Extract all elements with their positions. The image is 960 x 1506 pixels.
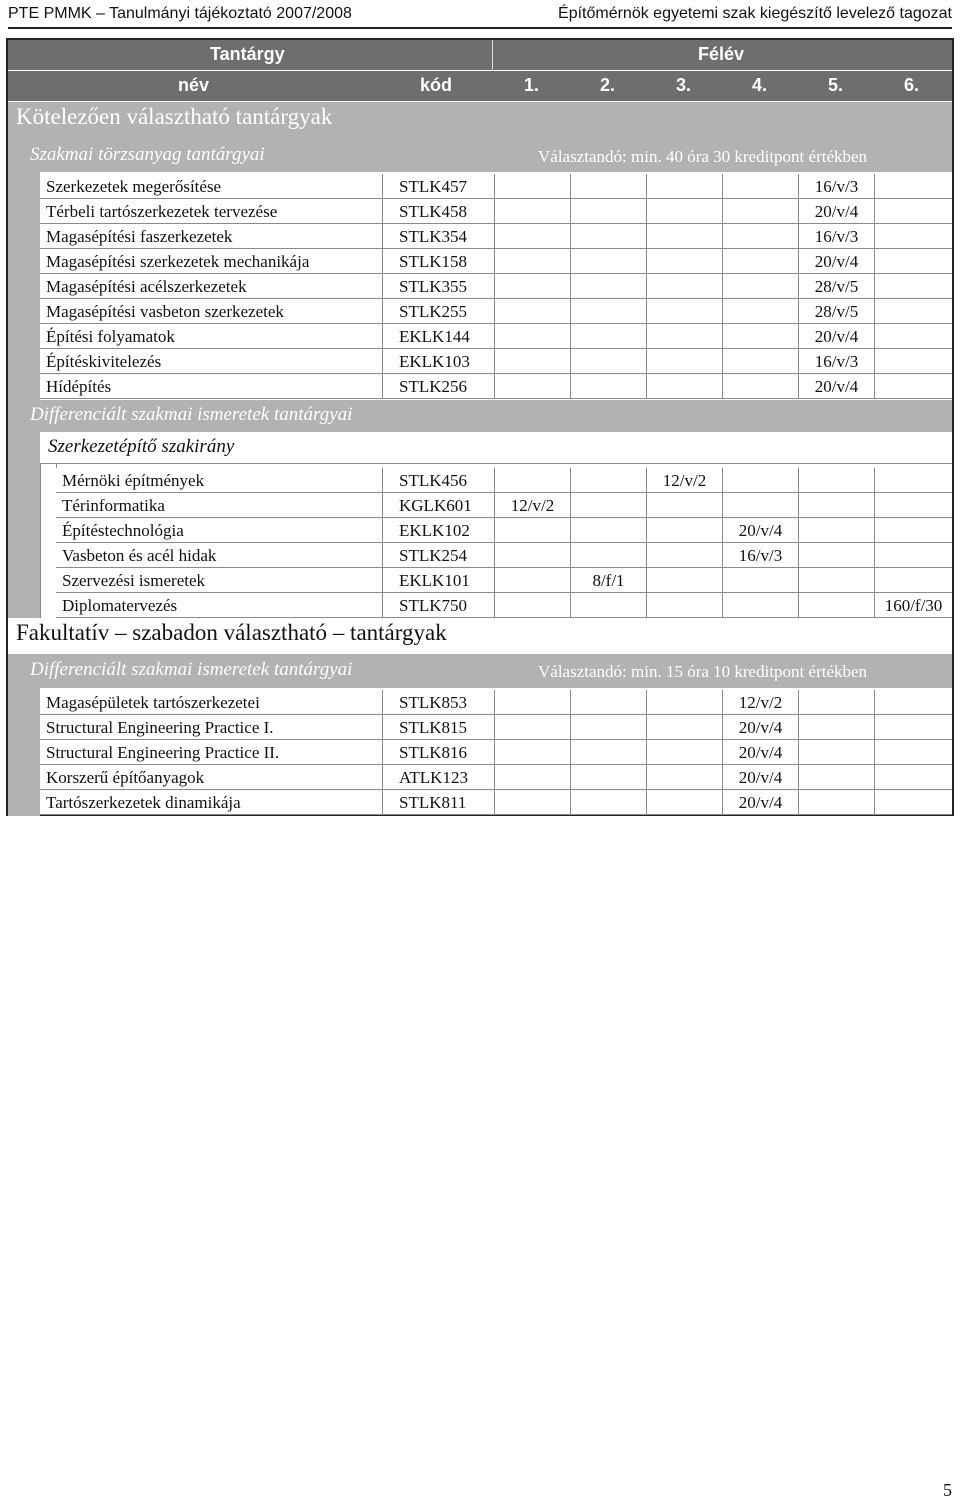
semester-cell-3 (646, 715, 722, 740)
subject-code: STLK456 (382, 468, 494, 493)
section2-inner-margin (24, 688, 40, 816)
section2-title: Fakultatív – szabadon választható – tantárgyak (16, 620, 447, 645)
semester-cell-5: 28/v/5 (798, 299, 874, 324)
semester-cell-3 (646, 299, 722, 324)
semester-cell-2 (570, 349, 646, 374)
header-right-text: Építőmérnök egyetemi szak kiegészítő levelező tagozat (558, 5, 952, 22)
table-row (40, 174, 952, 199)
group2-title: Differenciált szakmai ismeretek tantárgyai (30, 404, 353, 425)
subject-name: Magasépítési vasbeton szerkezetek (46, 302, 284, 321)
semester-cell-2 (570, 249, 646, 274)
semester-cell-2: 8/f/1 (570, 568, 646, 593)
semester-cell-6 (874, 765, 952, 790)
semester-cell-3: 12/v/2 (646, 468, 722, 493)
semester-cell-2 (570, 740, 646, 765)
subject-code: EKLK103 (382, 349, 494, 374)
semester-cell-6 (874, 199, 952, 224)
subject-code: STLK354 (382, 224, 494, 249)
semester-cell-5 (798, 765, 874, 790)
semester-cell-1 (494, 765, 570, 790)
semester-cell-5 (798, 715, 874, 740)
page-header (8, 3, 952, 29)
group2-left-margin (24, 432, 40, 618)
subject-name: Építési folyamatok (46, 327, 175, 346)
subject-name: Mérnöki építmények (62, 471, 205, 490)
table-row (40, 349, 952, 374)
subject-name: Építéskivitelezés (46, 352, 162, 371)
table-row (40, 199, 952, 224)
semester-cell-5 (798, 568, 874, 593)
semester-cell-6 (874, 518, 952, 543)
semester-cell-4: 20/v/4 (722, 790, 798, 815)
table-row (56, 543, 952, 568)
table-row (40, 374, 952, 399)
semester-cell-2 (570, 790, 646, 815)
semester-cell-1 (494, 249, 570, 274)
semester-cell-4 (722, 174, 798, 199)
semester-cell-2 (570, 765, 646, 790)
head-sem-4: 4. (752, 75, 768, 95)
head-sem-1: 1. (524, 75, 540, 95)
table-row (40, 690, 952, 715)
subject-code: STLK458 (382, 199, 494, 224)
semester-cell-6 (874, 274, 952, 299)
semester-cell-1: 12/v/2 (494, 493, 570, 518)
semester-cell-6 (874, 790, 952, 815)
subject-code: KGLK601 (382, 493, 494, 518)
subject-code: STLK355 (382, 274, 494, 299)
semester-cell-5: 28/v/5 (798, 274, 874, 299)
semester-cell-4 (722, 199, 798, 224)
semester-cell-1 (494, 690, 570, 715)
subject-name: Térinformatika (62, 496, 165, 515)
table-row (40, 249, 952, 274)
header-left-text: PTE PMMK – Tanulmányi tájékoztató 2007/2008 (8, 5, 352, 22)
semester-cell-2 (570, 324, 646, 349)
semester-cell-1 (494, 715, 570, 740)
semester-cell-3 (646, 249, 722, 274)
semester-cell-6 (874, 740, 952, 765)
semester-cell-1 (494, 790, 570, 815)
semester-cell-4 (722, 249, 798, 274)
group1-left-margin (24, 172, 40, 400)
semester-cell-6 (874, 224, 952, 249)
semester-cell-4 (722, 593, 798, 618)
semester-cell-6 (874, 299, 952, 324)
section1-left-margin (8, 140, 24, 618)
head-sem-6: 6. (904, 75, 920, 95)
semester-cell-3 (646, 740, 722, 765)
semester-cell-4 (722, 224, 798, 249)
subject-name: Szervezési ismeretek (62, 571, 206, 590)
semester-cell-2 (570, 199, 646, 224)
group1-note: Választandó: min. 40 óra 30 kreditpont értékben (538, 147, 868, 166)
page-number: 5 (943, 1480, 952, 1500)
semester-cell-3 (646, 174, 722, 199)
semester-cell-5: 20/v/4 (798, 324, 874, 349)
subject-code: EKLK102 (382, 518, 494, 543)
semester-cell-2 (570, 224, 646, 249)
semester-cell-2 (570, 690, 646, 715)
section2-group-title: Differenciált szakmai ismeretek tantárgyai (30, 659, 353, 680)
spec-indent-rule (40, 464, 41, 618)
section2-group-note: Választandó: min. 15 óra 10 kreditpont értékben (538, 662, 868, 681)
semester-cell-5: 16/v/3 (798, 174, 874, 199)
semester-cell-3 (646, 199, 722, 224)
section1-title: Kötelezően választható tantárgyak (16, 104, 333, 129)
table-row (56, 493, 952, 518)
semester-cell-3 (646, 224, 722, 249)
subject-name: Térbeli tartószerkezetek tervezése (46, 202, 278, 221)
table-row (40, 790, 952, 815)
semester-cell-5 (798, 468, 874, 493)
semester-cell-3 (646, 324, 722, 349)
semester-cell-1 (494, 468, 570, 493)
semester-cell-5: 20/v/4 (798, 249, 874, 274)
semester-cell-5: 16/v/3 (798, 224, 874, 249)
table-row (40, 765, 952, 790)
head-semester: Félév (698, 44, 745, 64)
semester-cell-3 (646, 765, 722, 790)
semester-cell-4: 20/v/4 (722, 715, 798, 740)
curriculum-table (6, 38, 954, 816)
spec-title: Szerkezetépítő szakirány (48, 436, 235, 457)
group1-title: Szakmai törzsanyag tantárgyai (30, 144, 265, 165)
semester-cell-4: 20/v/4 (722, 765, 798, 790)
subject-code: EKLK101 (382, 568, 494, 593)
subject-name: Építéstechnológia (62, 521, 184, 540)
head-sem-3: 3. (676, 75, 692, 95)
head-code: kód (420, 75, 453, 95)
semester-cell-1 (494, 174, 570, 199)
semester-cell-3 (646, 493, 722, 518)
semester-cell-3 (646, 690, 722, 715)
semester-cell-1 (494, 274, 570, 299)
table-head-row1 (8, 40, 952, 70)
semester-cell-6 (874, 374, 952, 399)
subject-name: Vasbeton és acél hidak (62, 546, 217, 565)
semester-cell-3 (646, 790, 722, 815)
table-head-row2 (8, 71, 952, 101)
semester-cell-1 (494, 349, 570, 374)
table-row (56, 593, 952, 618)
table-row (56, 468, 952, 493)
semester-cell-1 (494, 518, 570, 543)
semester-cell-1 (494, 543, 570, 568)
head-sem-5: 5. (828, 75, 844, 95)
table-row (40, 715, 952, 740)
semester-cell-4 (722, 374, 798, 399)
semester-cell-5 (798, 543, 874, 568)
semester-cell-6 (874, 174, 952, 199)
subject-code: ATLK123 (382, 765, 494, 790)
subject-name: Korszerű építőanyagok (46, 768, 205, 787)
semester-cell-3 (646, 518, 722, 543)
semester-cell-3 (646, 274, 722, 299)
semester-cell-6 (874, 690, 952, 715)
semester-cell-3 (646, 374, 722, 399)
semester-cell-6 (874, 493, 952, 518)
semester-cell-2 (570, 493, 646, 518)
semester-cell-6 (874, 349, 952, 374)
subject-name: Magasépítési faszerkezetek (46, 227, 233, 246)
semester-cell-3 (646, 543, 722, 568)
semester-cell-3 (646, 593, 722, 618)
table-row (40, 299, 952, 324)
semester-cell-6 (874, 249, 952, 274)
semester-cell-2 (570, 374, 646, 399)
subject-name: Szerkezetek megerősítése (46, 177, 222, 196)
subject-name: Magasépítési szerkezetek mechanikája (46, 252, 310, 271)
semester-cell-5: 16/v/3 (798, 349, 874, 374)
subject-code: STLK853 (382, 690, 494, 715)
semester-cell-4 (722, 299, 798, 324)
semester-cell-1 (494, 740, 570, 765)
semester-cell-2 (570, 174, 646, 199)
semester-cell-5 (798, 493, 874, 518)
semester-cell-1 (494, 199, 570, 224)
semester-cell-6: 160/f/30 (874, 593, 952, 618)
semester-cell-5 (798, 690, 874, 715)
semester-cell-6 (874, 324, 952, 349)
semester-cell-5 (798, 593, 874, 618)
semester-cell-2 (570, 299, 646, 324)
table-row (40, 740, 952, 765)
semester-cell-1 (494, 224, 570, 249)
semester-cell-4: 12/v/2 (722, 690, 798, 715)
table-row (40, 324, 952, 349)
subject-code: STLK256 (382, 374, 494, 399)
semester-cell-5 (798, 518, 874, 543)
semester-cell-5 (798, 740, 874, 765)
semester-cell-5 (798, 790, 874, 815)
semester-cell-1 (494, 374, 570, 399)
semester-cell-1 (494, 568, 570, 593)
section2-left-margin (8, 654, 24, 816)
head-sem-2: 2. (600, 75, 616, 95)
subject-name: Tartószerkezetek dinamikája (46, 793, 241, 812)
subject-name: Structural Engineering Practice II. (46, 743, 280, 762)
semester-cell-2 (570, 468, 646, 493)
semester-cell-2 (570, 274, 646, 299)
semester-cell-2 (570, 543, 646, 568)
table-row (56, 518, 952, 543)
semester-cell-1 (494, 299, 570, 324)
subject-code: STLK816 (382, 740, 494, 765)
semester-cell-3 (646, 349, 722, 374)
semester-cell-4: 20/v/4 (722, 518, 798, 543)
semester-cell-1 (494, 324, 570, 349)
subject-code: STLK811 (382, 790, 494, 815)
subject-code: STLK815 (382, 715, 494, 740)
semester-cell-6 (874, 715, 952, 740)
semester-cell-6 (874, 568, 952, 593)
subject-code: STLK750 (382, 593, 494, 618)
semester-cell-5: 20/v/4 (798, 199, 874, 224)
semester-cell-6 (874, 543, 952, 568)
table-row (56, 568, 952, 593)
semester-cell-4 (722, 493, 798, 518)
table-row (40, 274, 952, 299)
subject-name: Structural Engineering Practice I. (46, 718, 274, 737)
table-row (40, 224, 952, 249)
head-subject: Tantárgy (210, 44, 285, 64)
subject-name: Diplomatervezés (62, 596, 178, 615)
head-name: név (178, 75, 210, 95)
subject-code: STLK254 (382, 543, 494, 568)
semester-cell-2 (570, 593, 646, 618)
subject-code: STLK255 (382, 299, 494, 324)
semester-cell-4: 16/v/3 (722, 543, 798, 568)
semester-cell-4: 20/v/4 (722, 740, 798, 765)
subject-name: Magasépítési acélszerkezetek (46, 277, 247, 296)
semester-cell-4 (722, 324, 798, 349)
subject-code: STLK457 (382, 174, 494, 199)
semester-cell-2 (570, 715, 646, 740)
semester-cell-5: 20/v/4 (798, 374, 874, 399)
subject-code: STLK158 (382, 249, 494, 274)
semester-cell-1 (494, 593, 570, 618)
semester-cell-4 (722, 274, 798, 299)
semester-cell-4 (722, 468, 798, 493)
semester-cell-4 (722, 568, 798, 593)
subject-name: Magasépületek tartószerkezetei (46, 693, 260, 712)
semester-cell-3 (646, 568, 722, 593)
semester-cell-2 (570, 518, 646, 543)
semester-cell-4 (722, 349, 798, 374)
subject-name: Hídépítés (46, 377, 112, 396)
subject-code: EKLK144 (382, 324, 494, 349)
semester-cell-6 (874, 468, 952, 493)
